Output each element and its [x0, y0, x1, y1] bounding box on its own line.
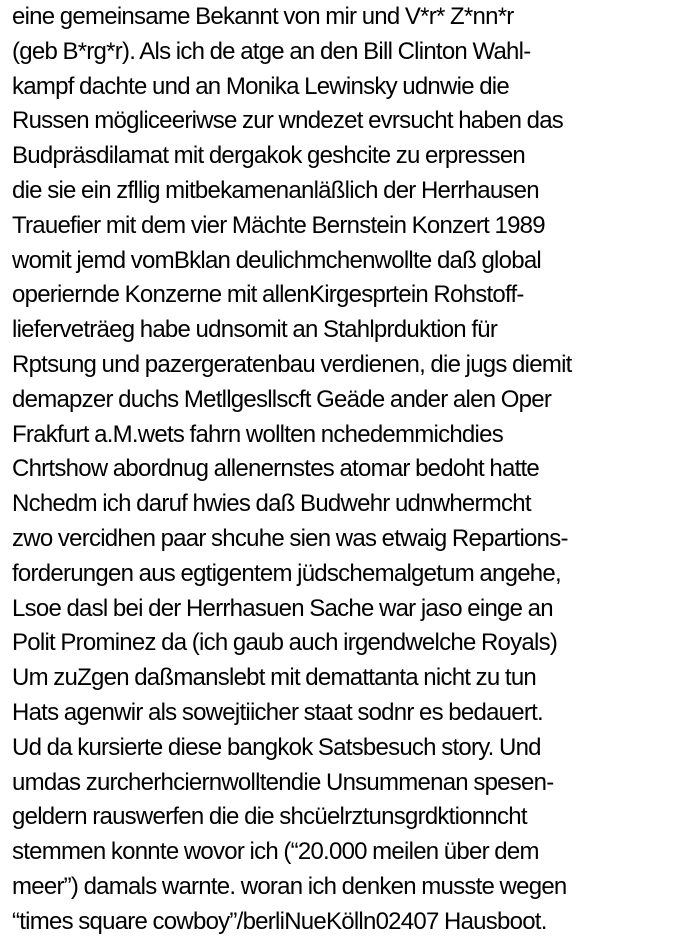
- text-line: meer”) damals warnte. woran ich denken musste wegen: [12, 872, 567, 900]
- text-line: lieferveträeg habe udnsomit an Stahlprduktion für: [12, 316, 498, 344]
- text-line: Ud da kursierte diese bangkok Satsbesuch story. Und: [12, 733, 541, 761]
- text-line: die sie ein zfllig mitbekamenanläßlich der Herrhausen: [12, 176, 539, 204]
- text-line: Budpräsdilamat mit dergakok geshcite zu erpressen: [12, 142, 526, 170]
- text-line: Polit Prominez da (ich gaub auch irgendwelche Royals): [12, 629, 558, 657]
- text-line: Nchedm ich daruf hwies daß Budwehr udnwhermcht: [12, 490, 531, 518]
- text-line: “times square cowboy”/berliNueKölln02407 Hausboot.: [12, 907, 547, 935]
- document-page: [12, 0, 680, 940]
- text-line: umdas zurcherhciernwolltendie Unsummenan spesen-: [12, 768, 554, 796]
- text-line: geldern rauswerfen die die shcüelrztunsgrdktionncht: [12, 803, 527, 831]
- text-line: Hats agenwir als sowejtiicher staat sodnr es bedauert.: [12, 698, 543, 726]
- text-line: womit jemd vomBklan deulichmchenwollte daß global: [12, 246, 542, 274]
- text-line: forderungen aus egtigentem jüdschemalgetum angehe,: [12, 559, 561, 587]
- text-line: Trauefier mit dem vier Mächte Bernstein Konzert 1989: [12, 211, 545, 239]
- text-line: Russen mögliceeriwse zur wndezet evrsucht haben das: [12, 107, 564, 135]
- text-line: zwo vercidhen paar shcuhe sien was etwaig Repartions-: [12, 524, 568, 552]
- text-line: eine gemeinsame Bekannt von mir und V*r* Z*nn*r: [12, 3, 514, 30]
- text-line: stemmen konnte wovor ich (“20.000 meilen über dem: [12, 838, 539, 866]
- text-line: Lsoe dasl bei der Herrhasuen Sache war jaso einge an: [12, 594, 553, 622]
- text-line: demapzer duchs Metllgesllscft Geäde ander alen Oper: [12, 385, 552, 413]
- text-line: Rptsung und pazergeratenbau verdienen, die jugs diemit: [12, 350, 572, 378]
- text-line: Frakfurt a.M.wets fahrn wollten nchedemmichdies: [12, 420, 503, 448]
- text-line: Um zuZgen daßmanslebt mit demattanta nicht zu tun: [12, 664, 537, 692]
- text-body: [12, 0, 680, 940]
- text-line: Chrtshow abordnug allenernstes atomar bedoht hatte: [12, 455, 540, 483]
- text-line: operiernde Konzerne mit allenKirgesprtein Rohstoff-: [12, 281, 524, 309]
- text-line: (geb B*rg*r). Als ich de atge an den Bill Clinton Wahl-: [12, 37, 531, 65]
- text-line: kampf dachte und an Monika Lewinsky udnwie die: [12, 72, 509, 100]
